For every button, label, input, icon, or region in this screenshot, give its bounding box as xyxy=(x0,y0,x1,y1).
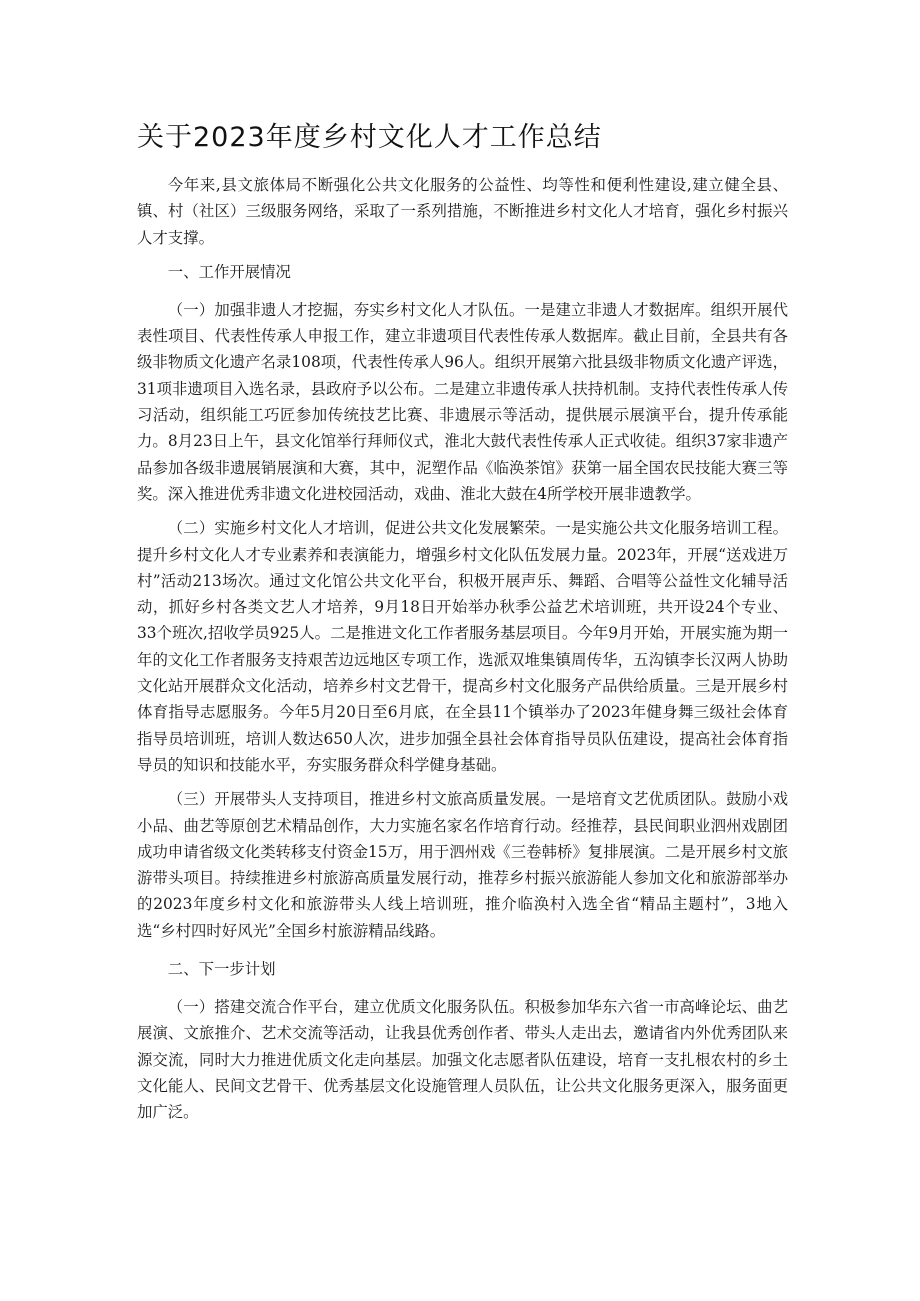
section-heading-work-progress: 一、工作开展情况 xyxy=(167,262,291,281)
intro-paragraph: 今年来,县文旅体局不断强化公共文化服务的公益性、均等性和便利性建设,建立健全县、镇、村（社区）三级服务网络，采取了一系列措施，不断推进乡村文化人才培育，强化乡村振兴人才支撑。 xyxy=(137,176,788,247)
document-title: 关于2023年度乡村文化人才工作总结 xyxy=(137,122,602,153)
paragraph-leader-support: （三）开展带头人支持项目，推进乡村文旅高质量发展。一是培育文艺优质团队。鼓励小戏小品、曲艺等原创艺术精品创作，大力实施名家名作培育行动。经推荐，县民间职业泗州戏剧团成功申请省级文化类转移支付资金15万，用于泗州戏《三卷韩桥》复排展演。二是开展乡村文旅游带头项目。持续推进乡村旅游高质量发展行动，推荐乡村振兴旅游能人参加文化和旅游部举办的2023年度乡村文化和旅游带头人线上培训班，推介临涣村入选全省“精品主题村”，3地入选“乡村四时好风光”全国乡村旅游精品线路。 xyxy=(137,790,788,940)
document-page xyxy=(137,118,788,1134)
paragraph-talent-training: （二）实施乡村文化人才培训，促进公共文化发展繁荣。一是实施公共文化服务培训工程。提升乡村文化人才专业素养和表演能力，增强乡村文化队伍发展力量。2023年，开展“送戏进万村”活动213场次。通过文化馆公共文化平台，积极开展声乐、舞蹈、合唱等公益性文化辅导活动，抓好乡村各类文艺人才培养，9月18日开始举办秋季公益艺术培训班，共开设24个专业、33个班次,招收学员925人。二是推进文化工作者服务基层项目。今年9月开始，开展实施为期一年的文化工作者服务支持艰苦边远地区专项工作，选派双堆集镇周传华，五沟镇李长汉两人协助文化站开展群众文化活动，培养乡村文艺骨干，提高乡村文化服务产品供给质量。三是开展乡村体育指导志愿服务。今年5月20日至6月底，在全县11个镇举办了2023年健身舞三级社会体育指导员培训班，培训人数达650人次，进步加强全县社会体育指导员队伍建设，提高社会体育指导员的知识和技能水平，夯实服务群众科学健身基础。 xyxy=(137,519,788,774)
paragraph-intangible-heritage: （一）加强非遗人才挖掘，夯实乡村文化人才队伍。一是建立非遗人才数据库。组织开展代表性项目、代表性传承人申报工作，建立非遗项目代表性传承人数据库。截止目前，全县共有各级非物质文化遗产名录108项，代表性传承人96人。组织开展第六批县级非物质文化遗产评选，31项非遗项目入选名录，县政府予以公布。二是建立非遗传承人扶持机制。支持代表性传承人传习活动，组织能工巧匠参加传统技艺比赛、非遗展示等活动，提供展示展演平台，提升传承能力。8月23日上午，县文化馆举行拜师仪式，淮北大鼓代表性传承人正式收徒。组织37家非遗产品参加各级非遗展销展演和大赛，其中，泥塑作品《临涣茶馆》获第一届全国农民技能大赛三等奖。深入推进优秀非遗文化进校园活动，戏曲、淮北大鼓在4所学校开展非遗教学。 xyxy=(137,300,788,503)
paragraph-exchange-platform: （一）搭建交流合作平台，建立优质文化服务队伍。积极参加华东六省一市高峰论坛、曲艺展演、文旅推介、艺术交流等活动，让我县优秀创作者、带头人走出去，邀请省内外优秀团队来源交流，同时大力推进优质文化走向基层。加强文化志愿者队伍建设，培育一支扎根农村的乡土文化能人、民间文艺骨干、优秀基层文化设施管理人员队伍，让公共文化服务更深入，服务面更加广泛。 xyxy=(137,998,788,1122)
section-heading-next-plan: 二、下一步计划 xyxy=(167,960,276,979)
